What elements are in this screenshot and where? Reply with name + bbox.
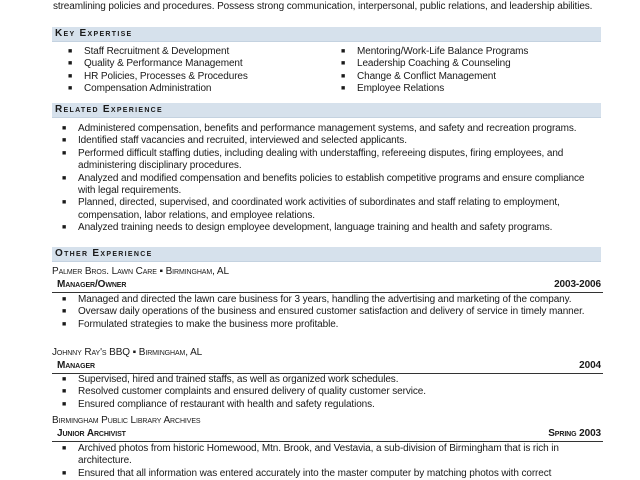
expertise-list-left [68,46,334,96]
list-item: ■ Quality & Performance Management [68,58,243,70]
job-dates: Spring 2003 [548,428,601,439]
list-item: ■ Analyzed and modified compensation and benefits policies to establish competitive programs and ensure compliance with legal requirements. [62,172,585,197]
company-name: Johnny Ray's BBQ ▪ Birmingham, AL [52,347,203,358]
job-bullets [62,294,603,331]
section-title: Related Experience [55,104,164,115]
list-item: ■ HR Policies, Processes & Procedures [68,70,248,82]
list-item: ■ Archived photos from historic Homewood, Mtn. Brook, and Vestavia, a sub-division of Birmingham that is rich in architecture. [62,443,559,467]
intro-paragraph: streamlining policies and procedures. Possess strong communication, interpersonal, public relations, and leadership abilities. [53,1,593,12]
job-title: Manager [57,360,95,371]
list-item: ■ Managed and directed the lawn care business for 3 years, handling the advertising and marketing of the company. [62,294,572,305]
list-item: ■ Analyzed training needs to design employee development, language training and health and safety programs. [62,222,553,234]
list-item: ■ Identified staff vacancies and recruited, interviewed and selected applicants. [62,135,407,147]
list-item: ■ Ensured that all information was entered accurately into the master computer by matching photos with correct [62,467,552,479]
section-header-other-experience [52,247,601,262]
list-item: ■ Change & Conflict Management [341,70,496,82]
job-role-row [52,429,603,442]
list-item: ■ Staff Recruitment & Development [68,46,230,57]
job-bullets [62,374,603,411]
job-role-row [52,361,603,374]
list-item: ■ Employee Relations [341,83,445,95]
list-item: ■ Planned, directed, supervised, and coordinated work activities of subordinates and staff relating to employment, compensation, labor relations, and employee relations. [62,197,560,221]
section-title: Key Expertise [55,28,133,39]
list-item: ■ Administered compensation, benefits and performance management systems, and safety and recreation programs. [62,123,577,134]
company-name: Birmingham Public Library Archives [52,415,201,426]
job-dates: 2004 [579,360,601,371]
job-title: Manager/Owner [57,279,127,290]
section-header-key-expertise [52,27,601,42]
job-title: Junior Archivist [57,428,126,439]
list-item: ■ Leadership Coaching & Counseling [341,58,511,70]
company-name: Palmer Bros. Lawn Care ▪ Birmingham, AL [52,266,229,277]
list-item: ■ Oversaw daily operations of the business and ensured customer satisfaction and delivery of service in timely manner. [62,306,585,318]
list-item: ■ Resolved customer complaints and ensured delivery of quality customer service. [62,386,426,398]
section-title: Other Experience [55,248,153,259]
list-item: ■ Formulated strategies to make the business more profitable. [62,318,339,330]
list-item: ■ Supervised, hired and trained staffs, as well as organized work schedules. [62,374,399,385]
expertise-list-right [341,46,597,96]
section-header-related-experience [52,103,601,118]
list-item: ■ Performed difficult staffing duties, including dealing with understaffing, refereeing disputes, firing employees, and administering disciplinary procedures. [62,147,564,172]
list-item: ■ Compensation Administration [68,83,212,95]
job-bullets [62,443,603,480]
job-role-row [52,280,603,293]
list-item: ■ Mentoring/Work-Life Balance Programs [341,46,529,57]
related-experience-list [62,123,603,235]
list-item: ■ Ensured compliance of restaurant with health and safety regulations. [62,398,375,410]
job-dates: 2003-2006 [554,279,601,290]
